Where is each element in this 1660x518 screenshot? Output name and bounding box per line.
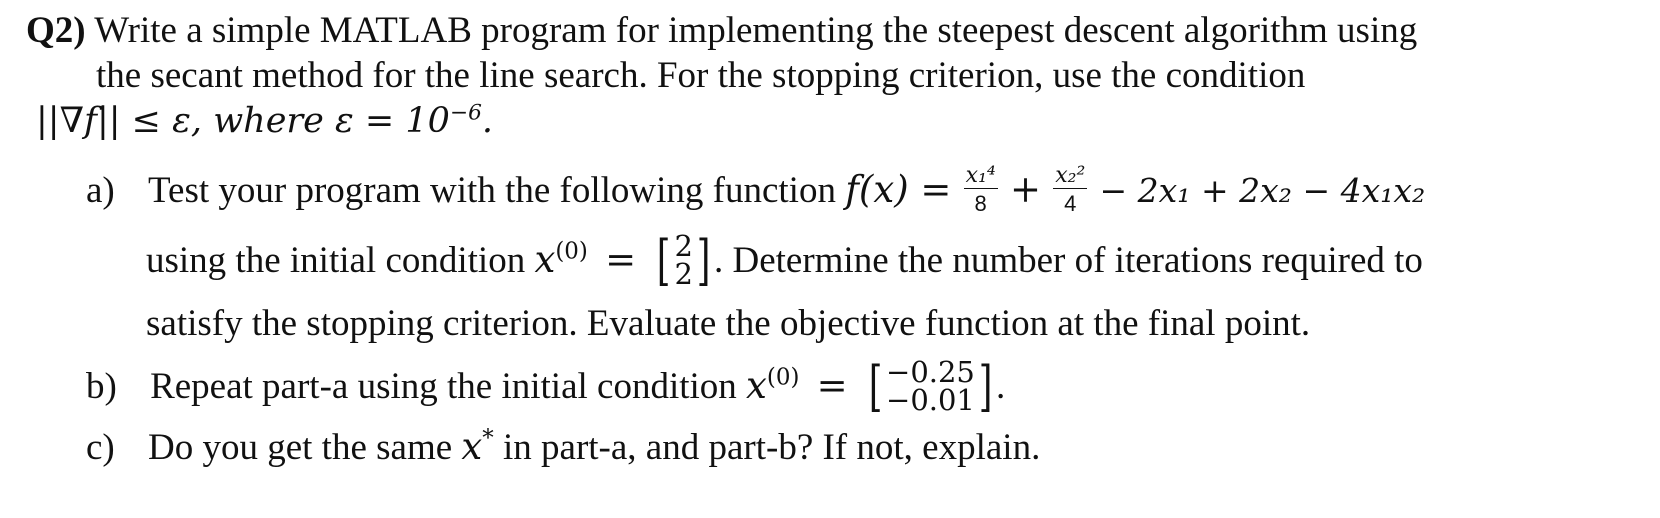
x0-symbol-b: x bbox=[746, 364, 767, 408]
part-a-text-1: Test your program with the following function bbox=[148, 170, 836, 212]
criterion-eps: ε = 10 bbox=[335, 101, 450, 141]
question-line-2 bbox=[96, 57, 1305, 94]
stopping-criterion bbox=[36, 100, 494, 141]
question-text-1: Write a simple MATLAB program for implementing the steepest descent algorithm using bbox=[94, 10, 1418, 51]
question-line-1 bbox=[26, 12, 1417, 49]
x0-superscript: (0) bbox=[555, 238, 588, 265]
vector-b-entry-2: −0.01 bbox=[886, 382, 975, 417]
part-a-line-2 bbox=[146, 228, 1423, 292]
part-a-line-1 bbox=[86, 163, 1426, 219]
x-star-symbol: x bbox=[461, 425, 483, 468]
fraction-1-denominator: 8 bbox=[974, 191, 987, 217]
fraction-2-denominator: 4 bbox=[1064, 191, 1077, 217]
part-b-end: . bbox=[995, 366, 1006, 408]
equals-sign-b: = bbox=[816, 364, 848, 408]
fraction-1-numerator: x₁⁴ bbox=[965, 163, 996, 188]
part-a-text-2: using the initial condition bbox=[146, 240, 526, 282]
part-c-text-2: in part-a, and part-b? If not, explain. bbox=[503, 427, 1041, 468]
vector-b-entry-1: −0.25 bbox=[886, 355, 975, 389]
function-lhs: f(x) = bbox=[845, 168, 952, 212]
part-b-line bbox=[86, 354, 1006, 418]
part-c-text-1: Do you get the same bbox=[148, 427, 453, 468]
x-star-superscript: * bbox=[482, 425, 494, 452]
criterion-end: . bbox=[481, 101, 494, 141]
initial-vector-a: [ 2 2 ] bbox=[657, 228, 711, 292]
part-a-line-3 bbox=[146, 305, 1310, 342]
criterion-norm: ||∇f|| ≤ ε, bbox=[36, 101, 203, 141]
question-text-2: the secant method for the line search. For the stopping criterion, use the condition bbox=[96, 55, 1306, 96]
vector-a-entry-2: 2 bbox=[674, 256, 693, 291]
equals-sign: = bbox=[605, 238, 637, 282]
x0-symbol: x bbox=[534, 238, 556, 282]
part-a-text-3: . Determine the number of iterations required to bbox=[713, 240, 1423, 282]
fraction-term-1 bbox=[964, 164, 998, 215]
fraction-term-2 bbox=[1053, 164, 1087, 215]
initial-vector-b: [ −0.25 −0.01 ] bbox=[868, 354, 993, 418]
part-a-marker: a) bbox=[86, 170, 115, 212]
part-c-line bbox=[86, 425, 1041, 468]
question-label: Q2) bbox=[26, 10, 86, 51]
x0-superscript-b: (0) bbox=[766, 364, 800, 391]
vector-a-entry-1: 2 bbox=[674, 229, 693, 263]
criterion-where: where bbox=[213, 101, 324, 141]
fraction-2-numerator: x₂² bbox=[1055, 163, 1086, 188]
part-c-marker: c) bbox=[86, 427, 115, 468]
part-b-text: Repeat part-a using the initial condition bbox=[150, 366, 737, 408]
part-b-marker: b) bbox=[86, 366, 117, 408]
part-a-text-4: satisfy the stopping criterion. Evaluate the objective function at the final point. bbox=[146, 303, 1311, 344]
function-rest: − 2x₁ + 2x₂ − 4x₁x₂ bbox=[1099, 171, 1426, 211]
criterion-exponent: −6 bbox=[449, 100, 482, 126]
plus-sign: + bbox=[1009, 168, 1041, 212]
